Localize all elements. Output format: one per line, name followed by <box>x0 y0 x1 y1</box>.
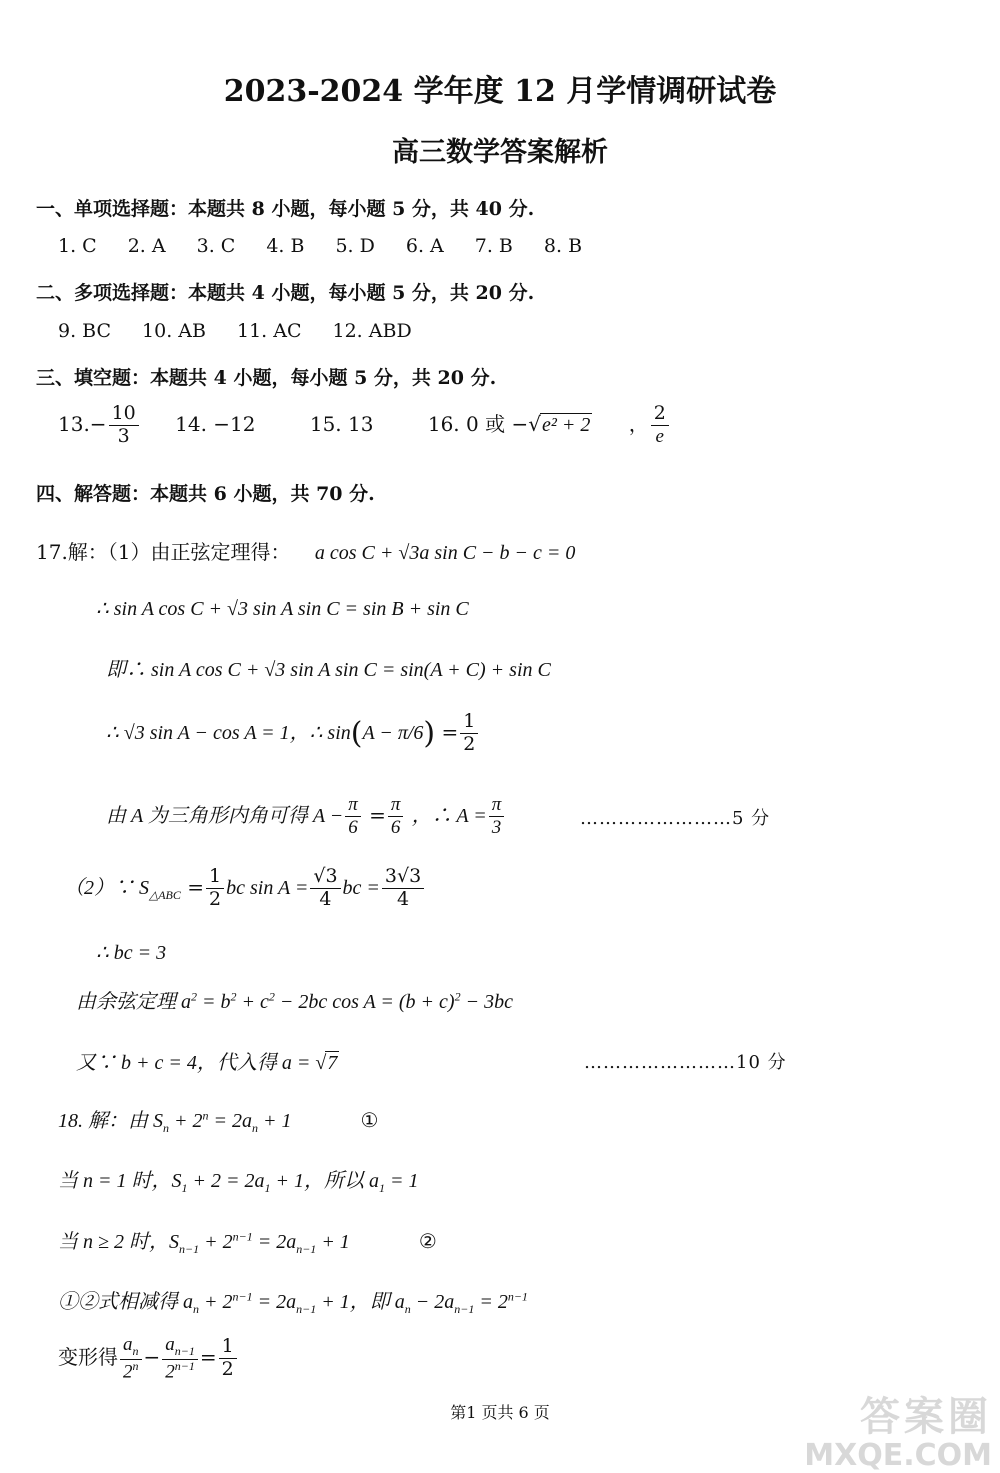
q18-frac3 <box>219 1336 237 1381</box>
q18-l2d: = 1 <box>385 1170 419 1192</box>
single-choice-answers <box>58 235 613 257</box>
q18-l4a: ①②式相减得 a <box>58 1291 193 1313</box>
page-footer: 第1 页共 6 页 <box>450 1403 550 1422</box>
sub-n1c: n−1 <box>296 1302 317 1316</box>
q17-l6-frac3 <box>382 866 424 911</box>
section-single-choice: 一、单项选择题：本题共 8 小题，每小题 5 分，共 40 分. <box>36 198 535 220</box>
q18-l2c: + 1，所以 a <box>270 1170 379 1192</box>
q17-l8e: − 3bc <box>460 991 513 1013</box>
q17-l5-pi3: π <box>489 794 505 817</box>
mark-1: ① <box>360 1110 379 1132</box>
two3: 2 <box>221 1357 234 1380</box>
sub-n1d: n−1 <box>454 1302 475 1316</box>
two1: 2 <box>123 1360 133 1382</box>
sq2: 2 <box>230 989 237 1004</box>
q17-l6-33: 3√3 <box>382 866 424 889</box>
q17-line-2: ∴ sin A cos C + √3 sin A sin C = sin B + sin C <box>96 598 469 620</box>
sq3: 2 <box>268 989 275 1004</box>
q18-l4e: − 2a <box>410 1291 455 1313</box>
q13-fraction <box>109 403 139 448</box>
q17-l4c: = <box>441 719 459 744</box>
q17-l6b: = <box>187 874 205 899</box>
an1: a <box>123 1334 133 1355</box>
answer-item: 12. ABD <box>332 320 412 342</box>
multi-choice-answers <box>58 320 443 342</box>
q17-l8b: = b <box>197 991 231 1013</box>
q17-intro: 17.解：（1）由正弦定理得： <box>36 540 291 564</box>
q18-l3d: + 1 <box>316 1231 350 1253</box>
q17-l6-r3: √3 <box>310 866 340 889</box>
q17-l5b: = <box>369 802 386 827</box>
section-fill-blank: 三、填空题：本题共 4 小题，每小题 5 分，共 20 分. <box>36 367 497 389</box>
sup-n1b: n−1 <box>232 1289 253 1304</box>
watermark <box>804 1395 992 1472</box>
section-solutions: 四、解答题：本题共 6 小题，共 70 分. <box>36 483 375 505</box>
q18-l3c: = 2a <box>252 1231 297 1253</box>
answer-item: 5. D <box>335 235 375 257</box>
answer-item: 1. C <box>58 235 97 257</box>
answer-item: 4. B <box>266 235 305 257</box>
q17-l6-one: 1 <box>206 866 224 889</box>
q18-line-3 <box>58 1225 437 1257</box>
minus: − <box>143 1344 161 1369</box>
sq1: 2 <box>191 989 197 1004</box>
q17-l6-four1: 4 <box>319 887 332 910</box>
q17-l5-six1: 6 <box>348 816 358 838</box>
answer-item: 7. B <box>474 235 513 257</box>
sup-n1d: n−1 <box>174 1358 195 1373</box>
q17-l5-pi1: π <box>345 794 361 817</box>
q15-answer: 15. 13 <box>309 411 374 436</box>
sub-n1a: n−1 <box>178 1242 200 1256</box>
q17-line-7: ∴ bc = 3 <box>96 942 167 964</box>
q18-l1c: = 2a <box>208 1110 252 1132</box>
q18-l4d: + 1，即 a <box>316 1291 405 1313</box>
q16-root: √ <box>528 411 541 436</box>
q13-den: 3 <box>117 424 130 447</box>
q18-l3b: + 2 <box>199 1231 233 1253</box>
q17-l9-rad: 7 <box>327 1052 338 1074</box>
q16-sep: ， <box>628 411 649 436</box>
q17-l4b: A − π/6 <box>362 721 424 744</box>
q17-l6-frac2 <box>310 866 340 911</box>
q18-l5a: 变形得 <box>58 1344 118 1369</box>
q17-l5-pi2: π <box>388 794 404 817</box>
q13-num: 10 <box>109 403 139 426</box>
q18-line-4 <box>58 1285 528 1317</box>
q18-l1b: + 2 <box>169 1110 203 1132</box>
sub-n1: n <box>163 1121 169 1135</box>
sup-n1c: n−1 <box>507 1289 528 1304</box>
sup-n1: n <box>202 1108 209 1123</box>
sub-n4: n <box>404 1302 411 1316</box>
q17-l9a: 又∵ b + c = 4，代入得 a = <box>76 1052 316 1074</box>
q17-line-4 <box>106 711 480 756</box>
sub-n1b: n−1 <box>296 1242 317 1256</box>
answer-item: 6. A <box>405 235 444 257</box>
answer-item: 2. A <box>127 235 166 257</box>
q16-prefix: 16. 0 或 − <box>427 411 529 436</box>
q17-l6-sub: △ABC <box>149 887 181 902</box>
q17-l5a: 由 A 为三角形内角可得 A − <box>106 804 344 827</box>
watermark-url: MXQE.COM <box>804 1438 992 1473</box>
root-sign: √ <box>315 1052 327 1074</box>
an2: a <box>165 1334 175 1355</box>
answer-item: 9. BC <box>58 320 112 342</box>
answer-item: 3. C <box>196 235 236 257</box>
q17-l5c: ，∴ A = <box>411 804 487 827</box>
q17-l5-frac2 <box>388 794 404 839</box>
sub-n5: n <box>132 1343 139 1358</box>
q14-answer: 14. −12 <box>175 411 256 436</box>
page-title: 2023-2024 学年度 12 月学情调研试卷 <box>223 74 777 109</box>
q18-l3a: 当 n ≥ 2 时，S <box>58 1231 179 1253</box>
q17-l6-four2: 4 <box>397 887 410 910</box>
answer-item: 11. AC <box>236 320 302 342</box>
paren-left: ( <box>350 715 363 751</box>
sub-n2: n <box>252 1121 258 1135</box>
q17-l6-frac1 <box>206 866 224 911</box>
q18-l4f: = 2 <box>474 1291 508 1313</box>
q17-l4-frac <box>460 711 478 756</box>
page-subtitle: 高三数学答案解析 <box>392 137 608 168</box>
q18-frac2 <box>162 1334 198 1383</box>
sup-n2: n <box>132 1358 139 1373</box>
q18-frac1 <box>120 1334 142 1383</box>
q18-l4b: + 2 <box>199 1291 233 1313</box>
paren-right: ) <box>423 715 436 751</box>
answer-item: 8. B <box>543 235 583 257</box>
q17-l5-frac3 <box>489 794 505 839</box>
sub-1b: 1 <box>264 1181 271 1195</box>
q18-line-1 <box>58 1104 378 1136</box>
q17-l8a: 由余弦定理 a <box>76 991 191 1013</box>
sq4: 2 <box>454 989 461 1004</box>
q17-l8c: + c <box>236 991 269 1013</box>
sub-1c: 1 <box>379 1181 385 1195</box>
q13-prefix: 13.− <box>58 411 107 436</box>
q18-l1d: + 1 <box>258 1110 292 1132</box>
q17-l6-two: 2 <box>209 887 222 910</box>
q17-l6c: bc sin A = <box>226 876 309 899</box>
q17-line-3: 即∴ sin A cos C + √3 sin A sin C = sin(A + C) + sin C <box>106 659 551 681</box>
q18-l4c: = 2a <box>252 1291 297 1313</box>
q17-score-1: ……………………5 分 <box>580 808 771 829</box>
q16-radicand: e² + 2 <box>541 413 591 436</box>
q17-score-2: ……………………10 分 <box>584 1052 787 1073</box>
sub-n3: n <box>193 1302 199 1316</box>
q17-line-6 <box>64 866 426 911</box>
equals: = <box>199 1344 217 1369</box>
q16-den: e <box>655 425 664 447</box>
q18-l1a: 18. 解：由 S <box>58 1110 163 1132</box>
sup-n1a: n−1 <box>232 1229 253 1244</box>
q17-line-8 <box>76 985 513 1014</box>
q17-line-5 <box>106 794 506 839</box>
q18-line-2 <box>58 1164 419 1196</box>
sub-n1e: n−1 <box>174 1343 195 1358</box>
q17-line-9 <box>76 1046 339 1075</box>
q16-fraction <box>651 403 669 448</box>
mark-2: ② <box>418 1231 437 1253</box>
q18-l2a: 当 n = 1 时，S <box>58 1170 182 1192</box>
fill-blank-answers <box>58 403 671 448</box>
q17-eq1: a cos C + √3a sin C − b − c = 0 <box>314 542 576 564</box>
sub-1a: 1 <box>181 1181 188 1195</box>
q17-line-1 <box>36 536 575 565</box>
q17-l5-six2: 6 <box>390 816 401 838</box>
q17-l8d: − 2bc cos A = (b + c) <box>274 991 455 1013</box>
q17-l6d: bc = <box>342 876 380 899</box>
q17-l4-num: 1 <box>460 711 478 734</box>
two2: 2 <box>165 1360 175 1382</box>
q16-num: 2 <box>651 403 669 426</box>
watermark-logo: 答案圈 <box>860 1394 992 1440</box>
q17-l4-den: 2 <box>463 732 476 755</box>
answer-item: 10. AB <box>142 320 206 342</box>
one: 1 <box>219 1336 237 1359</box>
q17-l5-frac1 <box>345 794 361 839</box>
q17-l5-three: 3 <box>491 816 502 838</box>
q17-l4a: ∴ √3 sin A − cos A = 1，∴ sin <box>106 721 351 744</box>
q18-line-5 <box>58 1334 239 1383</box>
q18-l2b: + 2 = 2a <box>187 1170 265 1192</box>
q17-l6a: （2）∵ S <box>64 876 149 899</box>
section-multi-choice: 二、多项选择题：本题共 4 小题，每小题 5 分，共 20 分. <box>36 282 535 304</box>
